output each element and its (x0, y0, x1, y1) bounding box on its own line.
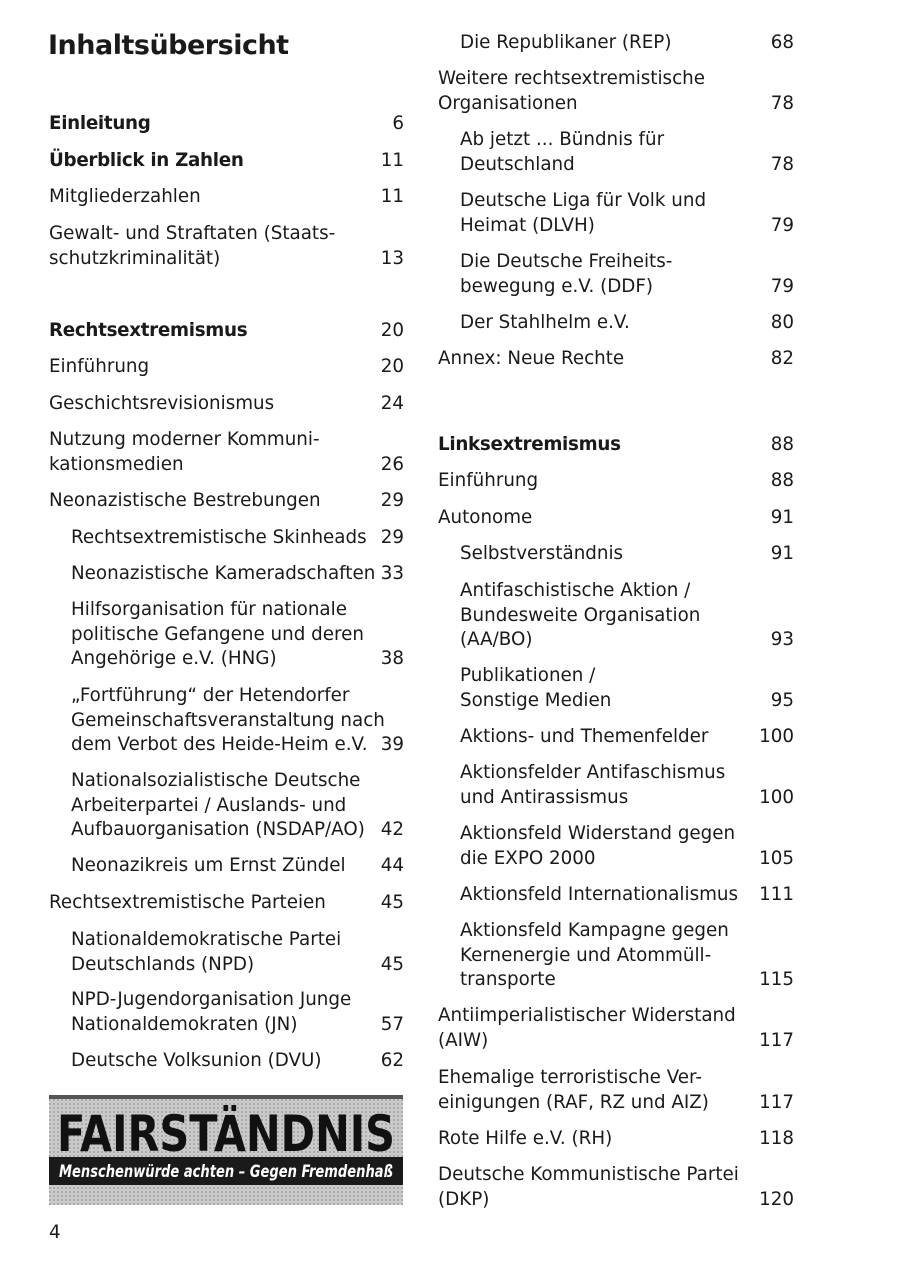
toc-entry-line: Aktionsfelder Antifaschismus (460, 762, 726, 783)
toc-entry-title (49, 355, 364, 380)
toc-entry-line: politische Gefangene und deren (71, 623, 364, 645)
toc-entry-line: Einführung (438, 470, 539, 491)
page-number: 4 (49, 1222, 61, 1243)
toc-entry-page: 57 (380, 1013, 404, 1035)
toc-entry-title (71, 1049, 364, 1074)
toc-entry (460, 725, 794, 750)
toc-entry-line: Publikationen / (460, 665, 596, 686)
toc-entry (71, 988, 404, 1037)
toc-entry-line: Antifaschistische Aktion / (460, 580, 691, 601)
toc-entry-title (71, 526, 367, 551)
toc-entry (71, 769, 404, 843)
toc-entry-line: schutzkriminalität) (49, 247, 221, 269)
toc-entry-title (438, 1004, 754, 1053)
toc-entry-line: Deutsche Kommunistische Partei (438, 1164, 739, 1185)
toc-entry-page: 45 (380, 953, 404, 975)
toc-entry-line: Ehemalige terroristische Ver- (438, 1067, 702, 1088)
toc-entry-line: Gewalt- und Straftaten (Staats- (49, 223, 336, 244)
toc-entry-line: Aktionsfeld Kampagne gegen (460, 920, 729, 941)
toc-entry (438, 347, 794, 372)
toc-entry-title (71, 684, 385, 758)
toc-entry-line: Einführung (49, 356, 150, 377)
toc-entry-line: Aktionsfeld Internationalismus (460, 884, 739, 905)
toc-entry-line: einigungen (RAF, RZ und AIZ) (438, 1091, 709, 1113)
toc-entry-page: 80 (770, 312, 794, 333)
toc-entry (71, 526, 404, 551)
toc-entry (460, 31, 794, 56)
toc-entry-title (71, 769, 364, 843)
toc-entry (438, 1127, 794, 1152)
toc-entry-line: Rechtsextremistische Parteien (49, 892, 326, 913)
toc-entry-page: 91 (770, 543, 794, 564)
toc-entry (460, 542, 794, 567)
toc-entry (438, 1163, 794, 1212)
toc-entry (49, 489, 404, 514)
toc-entry-page: 11 (380, 150, 404, 171)
toc-entry-line: Die Deutsche Freiheits- (460, 251, 673, 272)
toc-entry-page: 11 (380, 186, 404, 207)
toc-entry-line: Aktions- und Themenfelder (460, 726, 709, 747)
toc-entry (71, 854, 404, 879)
toc-entry-title (460, 311, 754, 336)
toc-entry (71, 1049, 404, 1074)
toc-entry (438, 469, 794, 494)
toc-entry-line: Deutsche Volksunion (DVU) (71, 1050, 322, 1071)
toc-entry-page: 42 (380, 819, 404, 840)
toc-entry-line: Mitgliederzahlen (49, 186, 201, 207)
toc-entry-title (438, 469, 754, 494)
toc-entry (460, 664, 794, 713)
toc-entry (49, 149, 404, 174)
toc-entry-line: Sonstige Medien (460, 689, 612, 711)
toc-entry-line: Aufbauorganisation (NSDAP/AO) (71, 819, 365, 840)
toc-entry-line: transporte (460, 969, 556, 990)
toc-entry-title (460, 128, 754, 177)
toc-entry-line: (AIW) (438, 1029, 489, 1051)
toc-entry-page: 115 (759, 969, 794, 990)
toc-entry-page: 100 (759, 786, 794, 808)
toc-entry (71, 928, 404, 977)
toc-entry (460, 128, 794, 177)
toc-entry-line: Autonome (438, 507, 533, 528)
toc-entry-title (438, 506, 754, 531)
toc-entry-page: 29 (380, 527, 404, 548)
toc-entry-line: Rechtsextremismus (49, 320, 248, 341)
toc-entry-page: 88 (770, 470, 794, 491)
logo-title: FAIRSTÄNDNIS (57, 1105, 395, 1163)
toc-entry (49, 355, 404, 380)
logo-graphic (49, 1095, 403, 1205)
toc-entry-title (438, 433, 754, 458)
toc-entry-line: Nationaldemokratische Partei (71, 929, 342, 950)
toc-entry-title (460, 542, 754, 567)
toc-entry (49, 428, 404, 477)
toc-entry-line: Kernenergie und Atommüll- (460, 944, 712, 966)
toc-entry-page: 62 (380, 1050, 404, 1071)
toc-entry-line: Nutzung moderner Kommuni- (49, 429, 320, 450)
toc-entry (460, 761, 794, 810)
toc-entry-page: 44 (380, 855, 404, 876)
toc-entry-title (49, 428, 364, 477)
toc-entry (49, 112, 404, 137)
toc-entry-line: Ab jetzt ... Bündnis für (460, 129, 665, 150)
toc-entry-page: 20 (380, 356, 404, 377)
toc-entry-line: Heimat (DLVH) (460, 214, 595, 236)
toc-entry-line: Deutsche Liga für Volk und (460, 190, 707, 211)
toc-entry-page: 39 (380, 734, 404, 755)
toc-entry-title (438, 1066, 754, 1115)
toc-entry-line: Überblick in Zahlen (49, 150, 244, 171)
toc-entry-page: 29 (380, 490, 404, 511)
toc-entry (49, 319, 404, 344)
toc-entry-line: Arbeiterpartei / Auslands- und (71, 794, 347, 816)
toc-entry-title (460, 919, 754, 993)
toc-entry (460, 919, 794, 993)
toc-entry-line: Aktionsfeld Widerstand gegen (460, 823, 736, 844)
toc-entry-title (49, 489, 364, 514)
toc-entry-page: 91 (770, 507, 794, 528)
toc-entry-line: Einleitung (49, 113, 151, 134)
toc-entry-page: 6 (392, 113, 404, 134)
toc-entry-line: Rechtsextremistische Skinheads (71, 527, 367, 548)
toc-entry-title (460, 250, 754, 299)
toc-entry-line: Selbstverständnis (460, 543, 624, 564)
toc-entry-page: 38 (380, 648, 404, 669)
toc-entry-line: Geschichtsrevisionismus (49, 393, 275, 414)
toc-entry-line: Nationaldemokraten (JN) (71, 1013, 298, 1035)
toc-entry-page: 68 (770, 32, 794, 53)
toc-entry (49, 891, 404, 916)
toc-entry (460, 579, 794, 653)
toc-entry (49, 392, 404, 417)
toc-entry-line: Deutschlands (NPD) (71, 953, 255, 975)
toc-entry-title (49, 185, 364, 210)
toc-entry-line: und Antirassismus (460, 786, 629, 808)
toc-entry-line: die EXPO 2000 (460, 847, 596, 869)
toc-entry-line: Organisationen (438, 92, 578, 114)
toc-entry-page: 79 (770, 275, 794, 297)
toc-entry (460, 250, 794, 299)
toc-entry-page: 105 (759, 847, 794, 869)
toc-entry-title (49, 149, 364, 174)
toc-entry-title (460, 761, 754, 810)
toc-entry-title (71, 988, 364, 1037)
toc-entry (460, 883, 794, 908)
toc-entry (71, 684, 404, 758)
toc-entry-title (71, 854, 364, 879)
toc-entry-title (460, 883, 754, 908)
toc-entry-line: Weitere rechtsextremistische (438, 68, 705, 89)
toc-entry (438, 67, 794, 116)
toc-entry-line: „Fortführung“ der Hetendorfer (71, 685, 350, 706)
toc-entry-title (49, 319, 364, 344)
toc-entry-page: 78 (770, 92, 794, 114)
toc-entry-page: 79 (770, 214, 794, 236)
toc-entry-title (460, 579, 754, 653)
toc-entry-page: 95 (770, 689, 794, 711)
toc-entry-title (438, 1127, 754, 1152)
toc-entry-page: 33 (380, 563, 404, 584)
page-title: Inhaltsübersicht (48, 30, 289, 61)
toc-entry-page: 45 (380, 892, 404, 913)
toc-entry (460, 311, 794, 336)
toc-entry-line: Deutschland (460, 153, 575, 175)
toc-entry-line: Linksextremismus (438, 434, 621, 455)
toc-entry (438, 1004, 794, 1053)
toc-entry-line: (AA/BO) (460, 629, 533, 650)
toc-entry-line: bewegung e.V. (DDF) (460, 275, 654, 297)
toc-entry (438, 433, 794, 458)
toc-entry-title (49, 891, 364, 916)
toc-entry-title (49, 392, 364, 417)
toc-entry-title (71, 928, 364, 977)
toc-entry-line: Antiimperialistischer Widerstand (438, 1005, 736, 1026)
toc-entry-line: Neonazistische Kameradschaften (71, 563, 376, 584)
toc-entry-title (460, 189, 754, 238)
toc-entry-title (49, 222, 364, 271)
toc-entry-line: Die Republikaner (REP) (460, 32, 672, 53)
toc-entry-line: Neonazistische Bestrebungen (49, 490, 321, 511)
toc-entry-line: dem Verbot des Heide-Heim e.V. (71, 734, 368, 755)
toc-entry-title (438, 67, 754, 116)
toc-entry (49, 185, 404, 210)
toc-entry-line: Der Stahlhelm e.V. (460, 312, 630, 333)
toc-entry-line: Annex: Neue Rechte (438, 348, 625, 369)
toc-entry-line: Bundesweite Organisation (460, 604, 701, 626)
toc-entry (438, 1066, 794, 1115)
toc-entry (71, 598, 404, 672)
toc-entry-page: 20 (380, 320, 404, 341)
toc-entry (460, 822, 794, 871)
toc-entry-title (438, 347, 754, 372)
toc-entry (438, 506, 794, 531)
toc-entry-title (460, 31, 754, 56)
logo-subtitle: Menschenwürde achten – Gegen Fremdenhaß (59, 1162, 393, 1182)
toc-entry-page: 100 (759, 726, 794, 747)
toc-entry-page: 24 (380, 393, 404, 414)
toc-entry-line: (DKP) (438, 1188, 490, 1210)
toc-entry-line: Nationalsozialistische Deutsche (71, 770, 361, 791)
toc-entry-page: 93 (770, 629, 794, 650)
toc-entry-line: Gemeinschaftsveranstaltung nach (71, 709, 385, 731)
toc-entry-page: 118 (759, 1128, 794, 1149)
toc-entry-page: 117 (759, 1029, 794, 1051)
toc-entry-title (460, 725, 754, 750)
toc-entry-page: 88 (770, 434, 794, 455)
toc-entry-title (49, 112, 364, 137)
toc-entry-page: 120 (759, 1188, 794, 1210)
toc-entry-page: 111 (759, 884, 794, 905)
toc-entry-title (71, 598, 364, 672)
toc-entry-title (460, 664, 754, 713)
toc-entry-title (71, 562, 376, 587)
toc-entry-line: kationsmedien (49, 453, 184, 475)
toc-entry-line: Angehörige e.V. (HNG) (71, 648, 277, 669)
toc-entry-page: 13 (380, 247, 404, 269)
toc-entry-title (438, 1163, 754, 1212)
toc-entry-line: Rote Hilfe e.V. (RH) (438, 1128, 613, 1149)
toc-entry-page: 78 (770, 153, 794, 175)
toc-entry-page: 117 (759, 1091, 794, 1113)
toc-entry (49, 222, 404, 271)
toc-entry (71, 562, 404, 587)
toc-entry-line: Neonazikreis um Ernst Zündel (71, 855, 346, 876)
toc-entry (460, 189, 794, 238)
toc-entry-page: 26 (380, 453, 404, 475)
fairstaendnis-logo (49, 1095, 403, 1205)
toc-entry-line: NPD-Jugendorganisation Junge (71, 989, 352, 1010)
toc-entry-title (460, 822, 754, 871)
toc-entry-page: 82 (770, 348, 794, 369)
toc-entry-line: Hilfsorganisation für nationale (71, 599, 347, 620)
